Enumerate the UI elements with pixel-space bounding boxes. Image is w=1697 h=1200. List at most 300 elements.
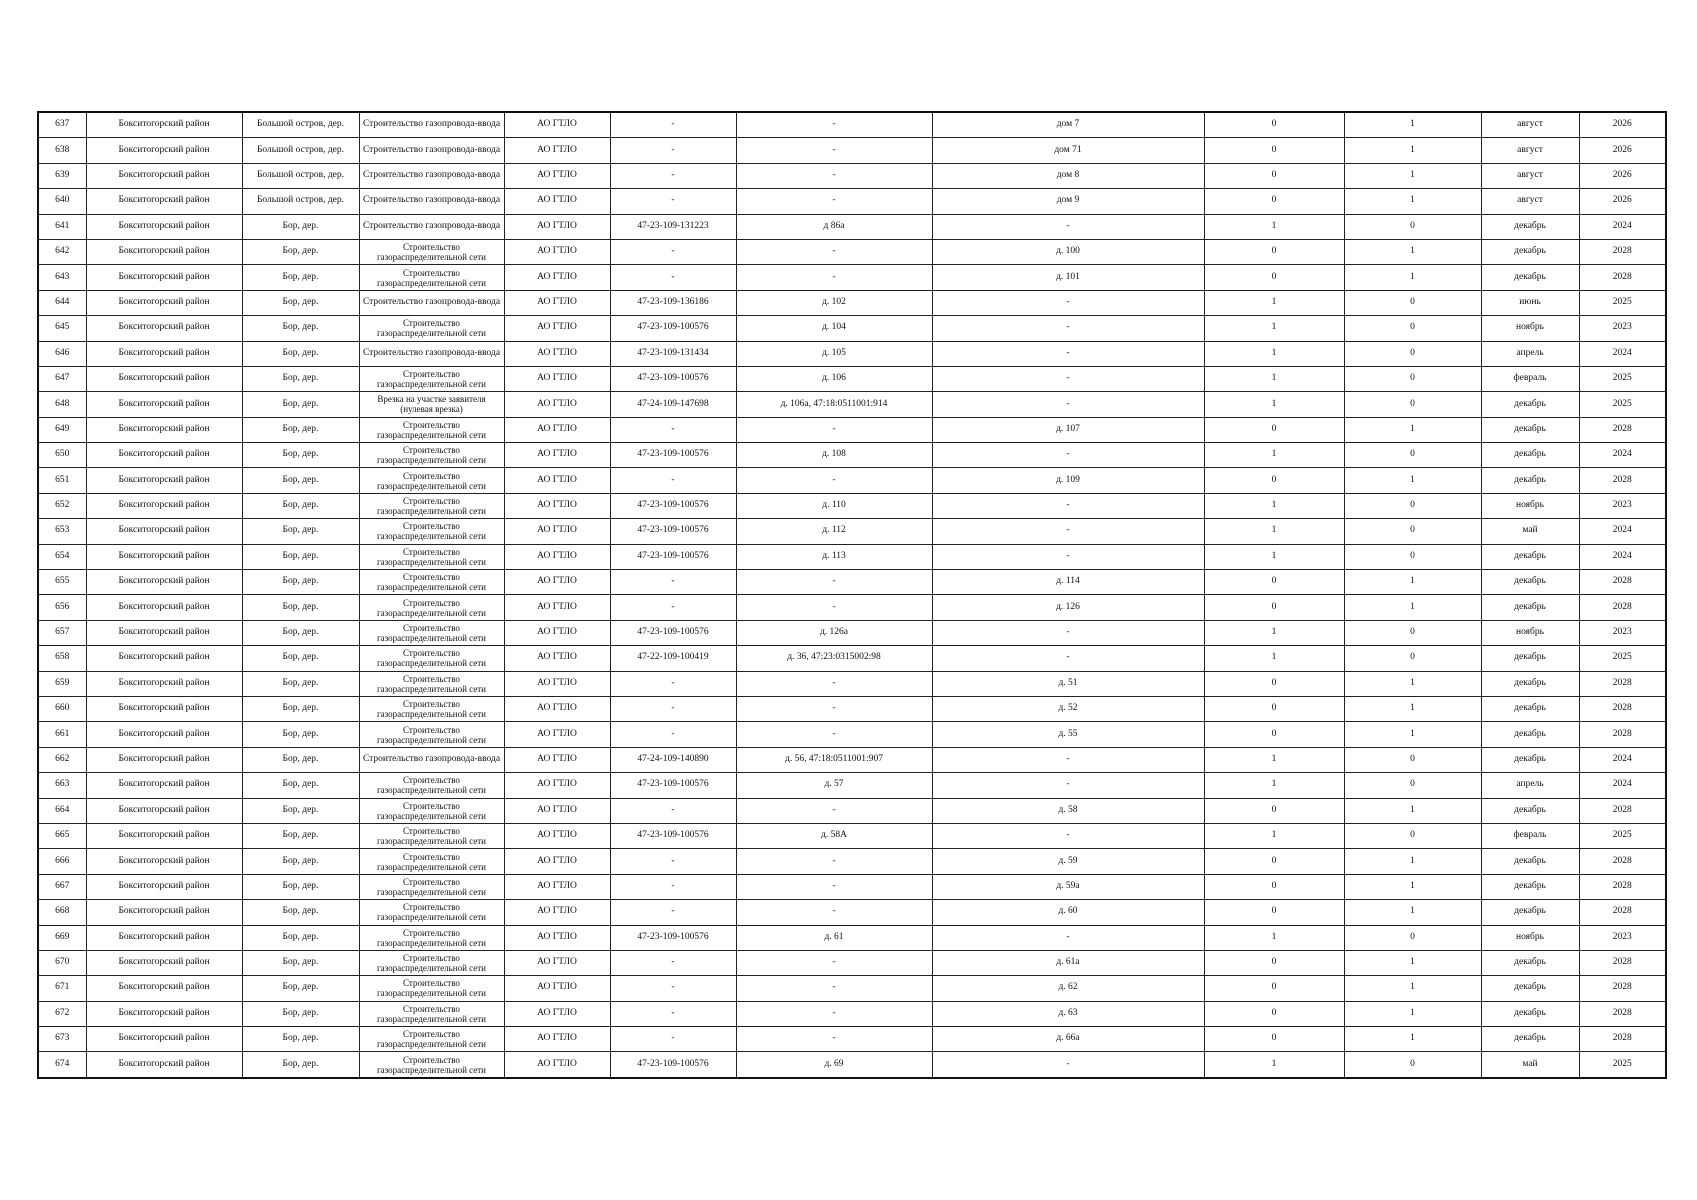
house-cell: дом 71	[932, 138, 1204, 163]
work-type-cell: Строительство газораспределительной сети	[359, 646, 504, 671]
application-number-cell: -	[610, 798, 736, 823]
house-cell: д. 100	[932, 239, 1204, 264]
month-cell: декабрь	[1481, 239, 1579, 264]
house-cell: д. 66а	[932, 1027, 1204, 1052]
table-row	[38, 747, 1666, 772]
count-b-cell: 0	[1344, 290, 1481, 315]
table-row	[38, 1001, 1666, 1026]
settlement-cell: Бор, дер.	[242, 570, 359, 595]
count-a-cell: 1	[1204, 544, 1344, 569]
district-cell: Бокситогорский район	[86, 773, 242, 798]
organization-cell: АО ГТЛО	[504, 214, 610, 239]
district-cell: Бокситогорский район	[86, 823, 242, 848]
work-type-cell: Строительство газораспределительной сети	[359, 900, 504, 925]
count-a-cell: 0	[1204, 112, 1344, 138]
organization-cell: АО ГТЛО	[504, 519, 610, 544]
application-number-cell: 47-23-109-100576	[610, 519, 736, 544]
year-cell: 2023	[1579, 316, 1666, 341]
table-row	[38, 646, 1666, 671]
month-cell: декабрь	[1481, 747, 1579, 772]
table-row	[38, 519, 1666, 544]
work-type-cell: Строительство газораспределительной сети	[359, 722, 504, 747]
settlement-cell: Бор, дер.	[242, 722, 359, 747]
row-number-cell: 644	[38, 290, 86, 315]
table-row	[38, 112, 1666, 138]
count-b-cell: 0	[1344, 544, 1481, 569]
year-cell: 2023	[1579, 925, 1666, 950]
count-a-cell: 1	[1204, 1052, 1344, 1078]
application-number-cell: -	[610, 163, 736, 188]
row-number-cell: 658	[38, 646, 86, 671]
table-row	[38, 874, 1666, 899]
application-number-cell: -	[610, 976, 736, 1001]
address-cadastral-cell: д. 57	[736, 773, 932, 798]
application-number-cell: 47-23-109-100576	[610, 366, 736, 391]
district-cell: Бокситогорский район	[86, 722, 242, 747]
application-number-cell: 47-23-109-100576	[610, 493, 736, 518]
district-cell: Бокситогорский район	[86, 214, 242, 239]
work-type-cell: Строительство газораспределительной сети	[359, 417, 504, 442]
house-cell: -	[932, 392, 1204, 417]
settlement-cell: Бор, дер.	[242, 950, 359, 975]
year-cell: 2028	[1579, 696, 1666, 721]
district-cell: Бокситогорский район	[86, 1052, 242, 1078]
row-number-cell: 643	[38, 265, 86, 290]
organization-cell: АО ГТЛО	[504, 900, 610, 925]
year-cell: 2028	[1579, 468, 1666, 493]
year-cell: 2023	[1579, 620, 1666, 645]
month-cell: август	[1481, 112, 1579, 138]
organization-cell: АО ГТЛО	[504, 316, 610, 341]
application-number-cell: -	[610, 239, 736, 264]
row-number-cell: 653	[38, 519, 86, 544]
work-type-cell: Строительство газопровода-ввода	[359, 341, 504, 366]
year-cell: 2028	[1579, 265, 1666, 290]
count-a-cell: 0	[1204, 1001, 1344, 1026]
row-number-cell: 645	[38, 316, 86, 341]
application-number-cell: -	[610, 468, 736, 493]
year-cell: 2024	[1579, 747, 1666, 772]
house-cell: -	[932, 443, 1204, 468]
year-cell: 2026	[1579, 189, 1666, 214]
row-number-cell: 657	[38, 620, 86, 645]
table-row	[38, 239, 1666, 264]
year-cell: 2023	[1579, 493, 1666, 518]
work-type-cell: Строительство газораспределительной сети	[359, 519, 504, 544]
year-cell: 2028	[1579, 1001, 1666, 1026]
settlement-cell: Бор, дер.	[242, 493, 359, 518]
district-cell: Бокситогорский район	[86, 138, 242, 163]
organization-cell: АО ГТЛО	[504, 392, 610, 417]
application-number-cell: 47-23-109-100576	[610, 823, 736, 848]
organization-cell: АО ГТЛО	[504, 595, 610, 620]
house-cell: -	[932, 290, 1204, 315]
month-cell: декабрь	[1481, 1027, 1579, 1052]
settlement-cell: Бор, дер.	[242, 620, 359, 645]
year-cell: 2024	[1579, 214, 1666, 239]
row-number-cell: 640	[38, 189, 86, 214]
district-cell: Бокситогорский район	[86, 874, 242, 899]
year-cell: 2025	[1579, 366, 1666, 391]
month-cell: декабрь	[1481, 392, 1579, 417]
application-number-cell: 47-22-109-100419	[610, 646, 736, 671]
house-cell: д. 58	[932, 798, 1204, 823]
count-a-cell: 1	[1204, 341, 1344, 366]
table-row	[38, 798, 1666, 823]
month-cell: ноябрь	[1481, 925, 1579, 950]
house-cell: д. 126	[932, 595, 1204, 620]
table-row	[38, 163, 1666, 188]
year-cell: 2028	[1579, 239, 1666, 264]
organization-cell: АО ГТЛО	[504, 849, 610, 874]
count-b-cell: 1	[1344, 595, 1481, 620]
row-number-cell: 660	[38, 696, 86, 721]
house-cell: -	[932, 620, 1204, 645]
work-type-cell: Строительство газораспределительной сети	[359, 239, 504, 264]
row-number-cell: 670	[38, 950, 86, 975]
address-cadastral-cell: -	[736, 595, 932, 620]
month-cell: декабрь	[1481, 900, 1579, 925]
data-table	[37, 111, 1667, 1079]
month-cell: август	[1481, 189, 1579, 214]
count-b-cell: 0	[1344, 747, 1481, 772]
settlement-cell: Бор, дер.	[242, 925, 359, 950]
house-cell: д. 60	[932, 900, 1204, 925]
house-cell: д. 52	[932, 696, 1204, 721]
count-a-cell: 0	[1204, 798, 1344, 823]
address-cadastral-cell: -	[736, 239, 932, 264]
count-a-cell: 0	[1204, 265, 1344, 290]
row-number-cell: 651	[38, 468, 86, 493]
work-type-cell: Строительство газораспределительной сети	[359, 595, 504, 620]
count-a-cell: 0	[1204, 696, 1344, 721]
month-cell: апрель	[1481, 773, 1579, 798]
organization-cell: АО ГТЛО	[504, 722, 610, 747]
work-type-cell: Строительство газораспределительной сети	[359, 493, 504, 518]
application-number-cell: -	[610, 595, 736, 620]
organization-cell: АО ГТЛО	[504, 163, 610, 188]
row-number-cell: 662	[38, 747, 86, 772]
settlement-cell: Бор, дер.	[242, 696, 359, 721]
count-a-cell: 0	[1204, 189, 1344, 214]
month-cell: ноябрь	[1481, 620, 1579, 645]
table-row	[38, 316, 1666, 341]
row-number-cell: 668	[38, 900, 86, 925]
application-number-cell: -	[610, 696, 736, 721]
application-number-cell: -	[610, 671, 736, 696]
address-cadastral-cell: -	[736, 1001, 932, 1026]
organization-cell: АО ГТЛО	[504, 468, 610, 493]
settlement-cell: Бор, дер.	[242, 341, 359, 366]
row-number-cell: 656	[38, 595, 86, 620]
settlement-cell: Бор, дер.	[242, 900, 359, 925]
organization-cell: АО ГТЛО	[504, 798, 610, 823]
year-cell: 2024	[1579, 544, 1666, 569]
count-b-cell: 1	[1344, 189, 1481, 214]
table-row	[38, 290, 1666, 315]
count-a-cell: 0	[1204, 570, 1344, 595]
table-row	[38, 849, 1666, 874]
row-number-cell: 663	[38, 773, 86, 798]
house-cell: -	[932, 823, 1204, 848]
year-cell: 2028	[1579, 671, 1666, 696]
year-cell: 2028	[1579, 849, 1666, 874]
table-row	[38, 925, 1666, 950]
month-cell: ноябрь	[1481, 316, 1579, 341]
table-row	[38, 1052, 1666, 1078]
settlement-cell: Бор, дер.	[242, 1001, 359, 1026]
district-cell: Бокситогорский район	[86, 1001, 242, 1026]
count-a-cell: 1	[1204, 493, 1344, 518]
application-number-cell: 47-23-109-100576	[610, 1052, 736, 1078]
address-cadastral-cell: -	[736, 976, 932, 1001]
house-cell: д. 107	[932, 417, 1204, 442]
count-a-cell: 1	[1204, 366, 1344, 391]
count-b-cell: 1	[1344, 1027, 1481, 1052]
year-cell: 2025	[1579, 646, 1666, 671]
count-a-cell: 1	[1204, 316, 1344, 341]
work-type-cell: Строительство газопровода-ввода	[359, 214, 504, 239]
year-cell: 2024	[1579, 443, 1666, 468]
settlement-cell: Бор, дер.	[242, 671, 359, 696]
row-number-cell: 669	[38, 925, 86, 950]
year-cell: 2026	[1579, 138, 1666, 163]
count-b-cell: 1	[1344, 163, 1481, 188]
row-number-cell: 641	[38, 214, 86, 239]
address-cadastral-cell: д. 61	[736, 925, 932, 950]
address-cadastral-cell: д 86а	[736, 214, 932, 239]
application-number-cell: 47-23-109-131434	[610, 341, 736, 366]
row-number-cell: 674	[38, 1052, 86, 1078]
count-a-cell: 0	[1204, 874, 1344, 899]
count-a-cell: 1	[1204, 214, 1344, 239]
row-number-cell: 672	[38, 1001, 86, 1026]
count-a-cell: 0	[1204, 950, 1344, 975]
work-type-cell: Строительство газораспределительной сети	[359, 570, 504, 595]
house-cell: -	[932, 773, 1204, 798]
count-b-cell: 0	[1344, 620, 1481, 645]
row-number-cell: 649	[38, 417, 86, 442]
address-cadastral-cell: д. 108	[736, 443, 932, 468]
district-cell: Бокситогорский район	[86, 849, 242, 874]
count-b-cell: 1	[1344, 138, 1481, 163]
application-number-cell: 47-23-109-100576	[610, 773, 736, 798]
address-cadastral-cell: д. 113	[736, 544, 932, 569]
work-type-cell: Строительство газораспределительной сети	[359, 696, 504, 721]
work-type-cell: Строительство газораспределительной сети	[359, 773, 504, 798]
year-cell: 2026	[1579, 163, 1666, 188]
address-cadastral-cell: -	[736, 849, 932, 874]
address-cadastral-cell: -	[736, 265, 932, 290]
work-type-cell: Строительство газораспределительной сети	[359, 823, 504, 848]
settlement-cell: Бор, дер.	[242, 239, 359, 264]
month-cell: декабрь	[1481, 849, 1579, 874]
row-number-cell: 664	[38, 798, 86, 823]
count-b-cell: 0	[1344, 341, 1481, 366]
year-cell: 2028	[1579, 900, 1666, 925]
organization-cell: АО ГТЛО	[504, 620, 610, 645]
table-row	[38, 189, 1666, 214]
settlement-cell: Бор, дер.	[242, 646, 359, 671]
application-number-cell: -	[610, 849, 736, 874]
address-cadastral-cell: -	[736, 900, 932, 925]
work-type-cell: Строительство газораспределительной сети	[359, 620, 504, 645]
district-cell: Бокситогорский район	[86, 443, 242, 468]
house-cell: д. 109	[932, 468, 1204, 493]
count-b-cell: 0	[1344, 823, 1481, 848]
year-cell: 2028	[1579, 874, 1666, 899]
month-cell: ноябрь	[1481, 493, 1579, 518]
year-cell: 2028	[1579, 722, 1666, 747]
row-number-cell: 659	[38, 671, 86, 696]
district-cell: Бокситогорский район	[86, 976, 242, 1001]
address-cadastral-cell: -	[736, 950, 932, 975]
district-cell: Бокситогорский район	[86, 900, 242, 925]
table-row	[38, 417, 1666, 442]
row-number-cell: 665	[38, 823, 86, 848]
application-number-cell: -	[610, 265, 736, 290]
settlement-cell: Большой остров, дер.	[242, 189, 359, 214]
district-cell: Бокситогорский район	[86, 189, 242, 214]
district-cell: Бокситогорский район	[86, 417, 242, 442]
organization-cell: АО ГТЛО	[504, 671, 610, 696]
application-number-cell: -	[610, 722, 736, 747]
district-cell: Бокситогорский район	[86, 544, 242, 569]
house-cell: -	[932, 646, 1204, 671]
count-b-cell: 0	[1344, 316, 1481, 341]
count-b-cell: 1	[1344, 265, 1481, 290]
organization-cell: АО ГТЛО	[504, 747, 610, 772]
work-type-cell: Строительство газопровода-ввода	[359, 138, 504, 163]
work-type-cell: Строительство газопровода-ввода	[359, 747, 504, 772]
table-row	[38, 671, 1666, 696]
organization-cell: АО ГТЛО	[504, 950, 610, 975]
district-cell: Бокситогорский район	[86, 468, 242, 493]
application-number-cell: -	[610, 1001, 736, 1026]
row-number-cell: 648	[38, 392, 86, 417]
settlement-cell: Бор, дер.	[242, 214, 359, 239]
row-number-cell: 661	[38, 722, 86, 747]
application-number-cell: 47-23-109-100576	[610, 443, 736, 468]
table-row	[38, 823, 1666, 848]
address-cadastral-cell: -	[736, 163, 932, 188]
address-cadastral-cell: д. 106а, 47:18:0511001:914	[736, 392, 932, 417]
count-a-cell: 0	[1204, 722, 1344, 747]
house-cell: д. 114	[932, 570, 1204, 595]
organization-cell: АО ГТЛО	[504, 696, 610, 721]
count-a-cell: 0	[1204, 671, 1344, 696]
organization-cell: АО ГТЛО	[504, 874, 610, 899]
application-number-cell: 47-23-109-100576	[610, 620, 736, 645]
settlement-cell: Бор, дер.	[242, 544, 359, 569]
house-cell: д. 59а	[932, 874, 1204, 899]
table-row	[38, 366, 1666, 391]
house-cell: д. 59	[932, 849, 1204, 874]
district-cell: Бокситогорский район	[86, 696, 242, 721]
count-b-cell: 1	[1344, 1001, 1481, 1026]
address-cadastral-cell: д. 102	[736, 290, 932, 315]
month-cell: декабрь	[1481, 696, 1579, 721]
district-cell: Бокситогорский район	[86, 1027, 242, 1052]
settlement-cell: Бор, дер.	[242, 823, 359, 848]
settlement-cell: Бор, дер.	[242, 366, 359, 391]
count-a-cell: 0	[1204, 417, 1344, 442]
house-cell: -	[932, 747, 1204, 772]
settlement-cell: Бор, дер.	[242, 519, 359, 544]
month-cell: декабрь	[1481, 798, 1579, 823]
house-cell: -	[932, 519, 1204, 544]
count-a-cell: 0	[1204, 976, 1344, 1001]
count-a-cell: 1	[1204, 925, 1344, 950]
count-b-cell: 0	[1344, 366, 1481, 391]
settlement-cell: Бор, дер.	[242, 595, 359, 620]
year-cell: 2028	[1579, 570, 1666, 595]
table-row	[38, 468, 1666, 493]
year-cell: 2025	[1579, 823, 1666, 848]
month-cell: июнь	[1481, 290, 1579, 315]
count-b-cell: 0	[1344, 214, 1481, 239]
month-cell: август	[1481, 163, 1579, 188]
district-cell: Бокситогорский район	[86, 493, 242, 518]
application-number-cell: -	[610, 874, 736, 899]
settlement-cell: Бор, дер.	[242, 798, 359, 823]
house-cell: -	[932, 341, 1204, 366]
application-number-cell: 47-24-109-140890	[610, 747, 736, 772]
month-cell: декабрь	[1481, 468, 1579, 493]
address-cadastral-cell: -	[736, 1027, 932, 1052]
table-row	[38, 493, 1666, 518]
organization-cell: АО ГТЛО	[504, 443, 610, 468]
organization-cell: АО ГТЛО	[504, 1027, 610, 1052]
settlement-cell: Бор, дер.	[242, 1027, 359, 1052]
year-cell: 2025	[1579, 1052, 1666, 1078]
count-b-cell: 1	[1344, 417, 1481, 442]
table-row	[38, 950, 1666, 975]
house-cell: д. 63	[932, 1001, 1204, 1026]
house-cell: -	[932, 493, 1204, 518]
organization-cell: АО ГТЛО	[504, 239, 610, 264]
row-number-cell: 637	[38, 112, 86, 138]
district-cell: Бокситогорский район	[86, 239, 242, 264]
house-cell: д. 55	[932, 722, 1204, 747]
count-a-cell: 1	[1204, 620, 1344, 645]
count-b-cell: 0	[1344, 519, 1481, 544]
count-b-cell: 1	[1344, 696, 1481, 721]
settlement-cell: Бор, дер.	[242, 290, 359, 315]
application-number-cell: 47-24-109-147698	[610, 392, 736, 417]
settlement-cell: Бор, дер.	[242, 392, 359, 417]
row-number-cell: 666	[38, 849, 86, 874]
table-row	[38, 620, 1666, 645]
count-a-cell: 0	[1204, 239, 1344, 264]
application-number-cell: -	[610, 112, 736, 138]
settlement-cell: Бор, дер.	[242, 747, 359, 772]
organization-cell: АО ГТЛО	[504, 823, 610, 848]
table-row	[38, 976, 1666, 1001]
address-cadastral-cell: д. 104	[736, 316, 932, 341]
work-type-cell: Строительство газораспределительной сети	[359, 671, 504, 696]
house-cell: -	[932, 925, 1204, 950]
application-number-cell: 47-23-109-100576	[610, 925, 736, 950]
house-cell: дом 8	[932, 163, 1204, 188]
count-a-cell: 1	[1204, 519, 1344, 544]
district-cell: Бокситогорский район	[86, 798, 242, 823]
work-type-cell: Строительство газораспределительной сети	[359, 976, 504, 1001]
month-cell: февраль	[1481, 366, 1579, 391]
work-type-cell: Строительство газораспределительной сети	[359, 468, 504, 493]
address-cadastral-cell: д. 112	[736, 519, 932, 544]
count-a-cell: 1	[1204, 773, 1344, 798]
